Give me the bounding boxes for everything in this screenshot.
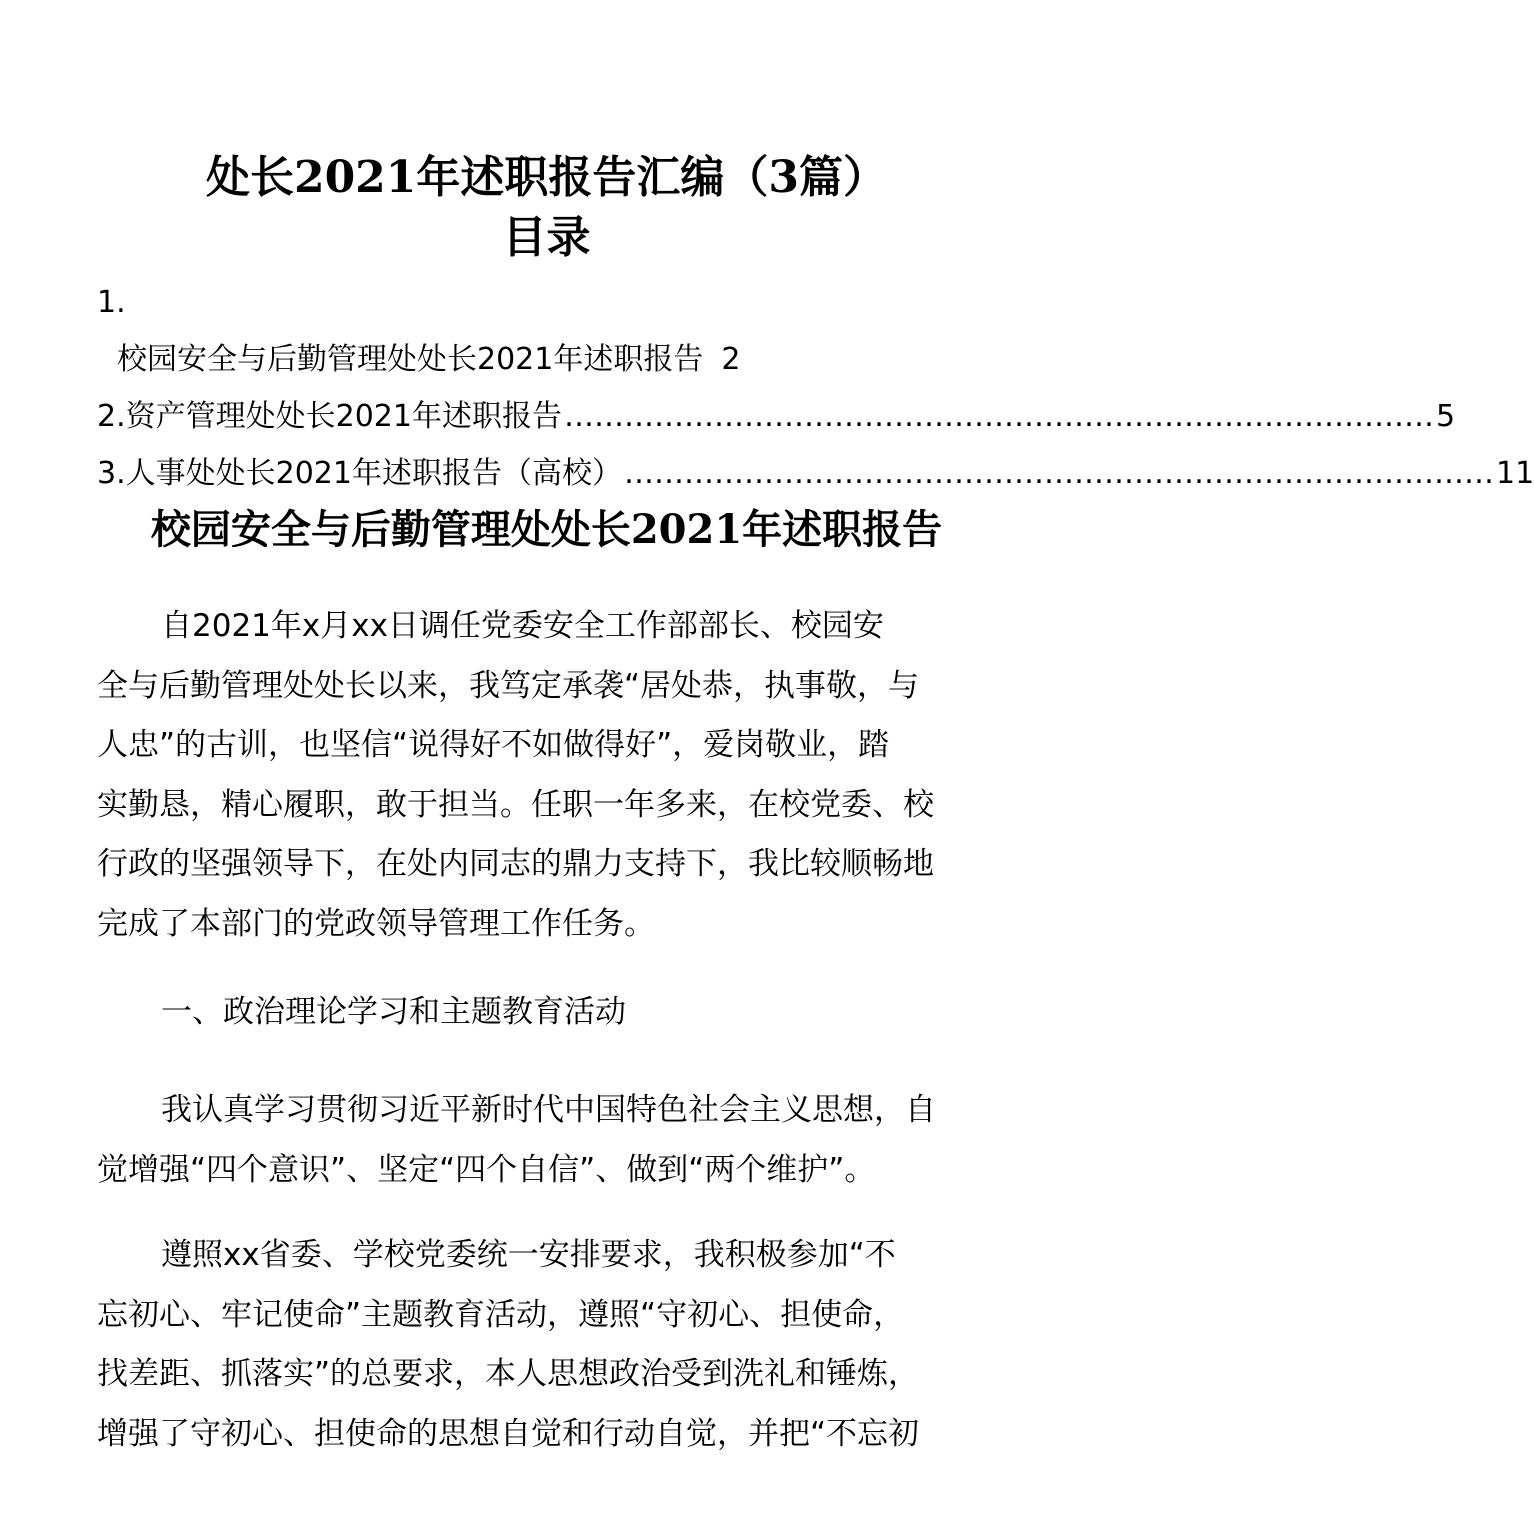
- document-title: 处长2021年述职报告汇编（3篇）: [205, 152, 888, 203]
- toc-entry-number: 1.: [97, 285, 126, 320]
- section-heading-text: 一、政治理论学习和主题教育活动: [161, 994, 626, 1030]
- paragraph-line: 实勤恳，精心履职，敢于担当。任职一年多来，在校党委、校: [97, 786, 934, 823]
- report-title: 校园安全与后勤管理处处长2021年述职报告: [150, 506, 943, 553]
- paragraph-intro: [97, 597, 1007, 954]
- toc-entry-number: 3.: [97, 456, 126, 491]
- paragraph-line: 行政的坚强领导下，在处内同志的鼎力支持下，我比较顺畅地: [97, 846, 934, 882]
- toc-entry-page: 5: [1435, 399, 1456, 434]
- paragraph-study: [97, 1081, 1017, 1200]
- toc-entry-text: 校园安全与后勤管理处处长2021年述职报告: [117, 342, 704, 377]
- toc-leader-dots: ……………………………………………………………………………: [623, 456, 1494, 491]
- toc-entry-text: 资产管理处处长2021年述职报告: [125, 399, 562, 434]
- toc-entry-number: 2.: [97, 399, 126, 434]
- toc-entry-2[interactable]: [97, 397, 1456, 437]
- section-heading: [97, 983, 997, 1043]
- toc-heading: 目录: [502, 212, 591, 263]
- paragraph-line: 觉增强“四个意识”、坚定“四个自信”、做到“两个维护”。: [97, 1151, 876, 1188]
- paragraph-line: 忘初心、牢记使命”主题教育活动，遵照“守初心、担使命，: [97, 1296, 905, 1333]
- toc-entry-1[interactable]: [117, 340, 877, 380]
- paragraph-education: [97, 1226, 1007, 1464]
- paragraph-line: 增强了守初心、担使命的思想自觉和行动自觉，并把“不忘初: [97, 1415, 920, 1452]
- toc-entry-3[interactable]: [97, 454, 1534, 494]
- paragraph-line: 人忠”的古训，也坚信“说得好不如做得好”，爱岗敬业，踏: [97, 727, 890, 763]
- paragraph-line: 找差距、抓落实”的总要求，本人思想政治受到洗礼和锤炼，: [97, 1356, 920, 1392]
- toc-entry-page: 11: [1495, 456, 1534, 491]
- toc-entry-text: 人事处处长2021年述职报告（高校）: [125, 456, 622, 491]
- toc-entry-page: 2: [721, 342, 741, 377]
- paragraph-line: 自2021年x月xx日调任党委安全工作部部长、校园安: [161, 608, 884, 644]
- paragraph-line: 遵照xx省委、学校党委统一安排要求，我积极参加“不: [161, 1237, 896, 1273]
- toc-leader-dots: ……………………………………………………………………………: [563, 399, 1434, 434]
- paragraph-line: 完成了本部门的党政领导管理工作任务。: [97, 905, 655, 942]
- paragraph-line: 全与后勤管理处处长以来，我笃定承袭“居处恭，执事敬，与: [97, 667, 920, 704]
- paragraph-line: 我认真学习贯彻习近平新时代中国特色社会主义思想，自: [161, 1092, 936, 1128]
- toc-entry-1-number[interactable]: [97, 283, 1000, 323]
